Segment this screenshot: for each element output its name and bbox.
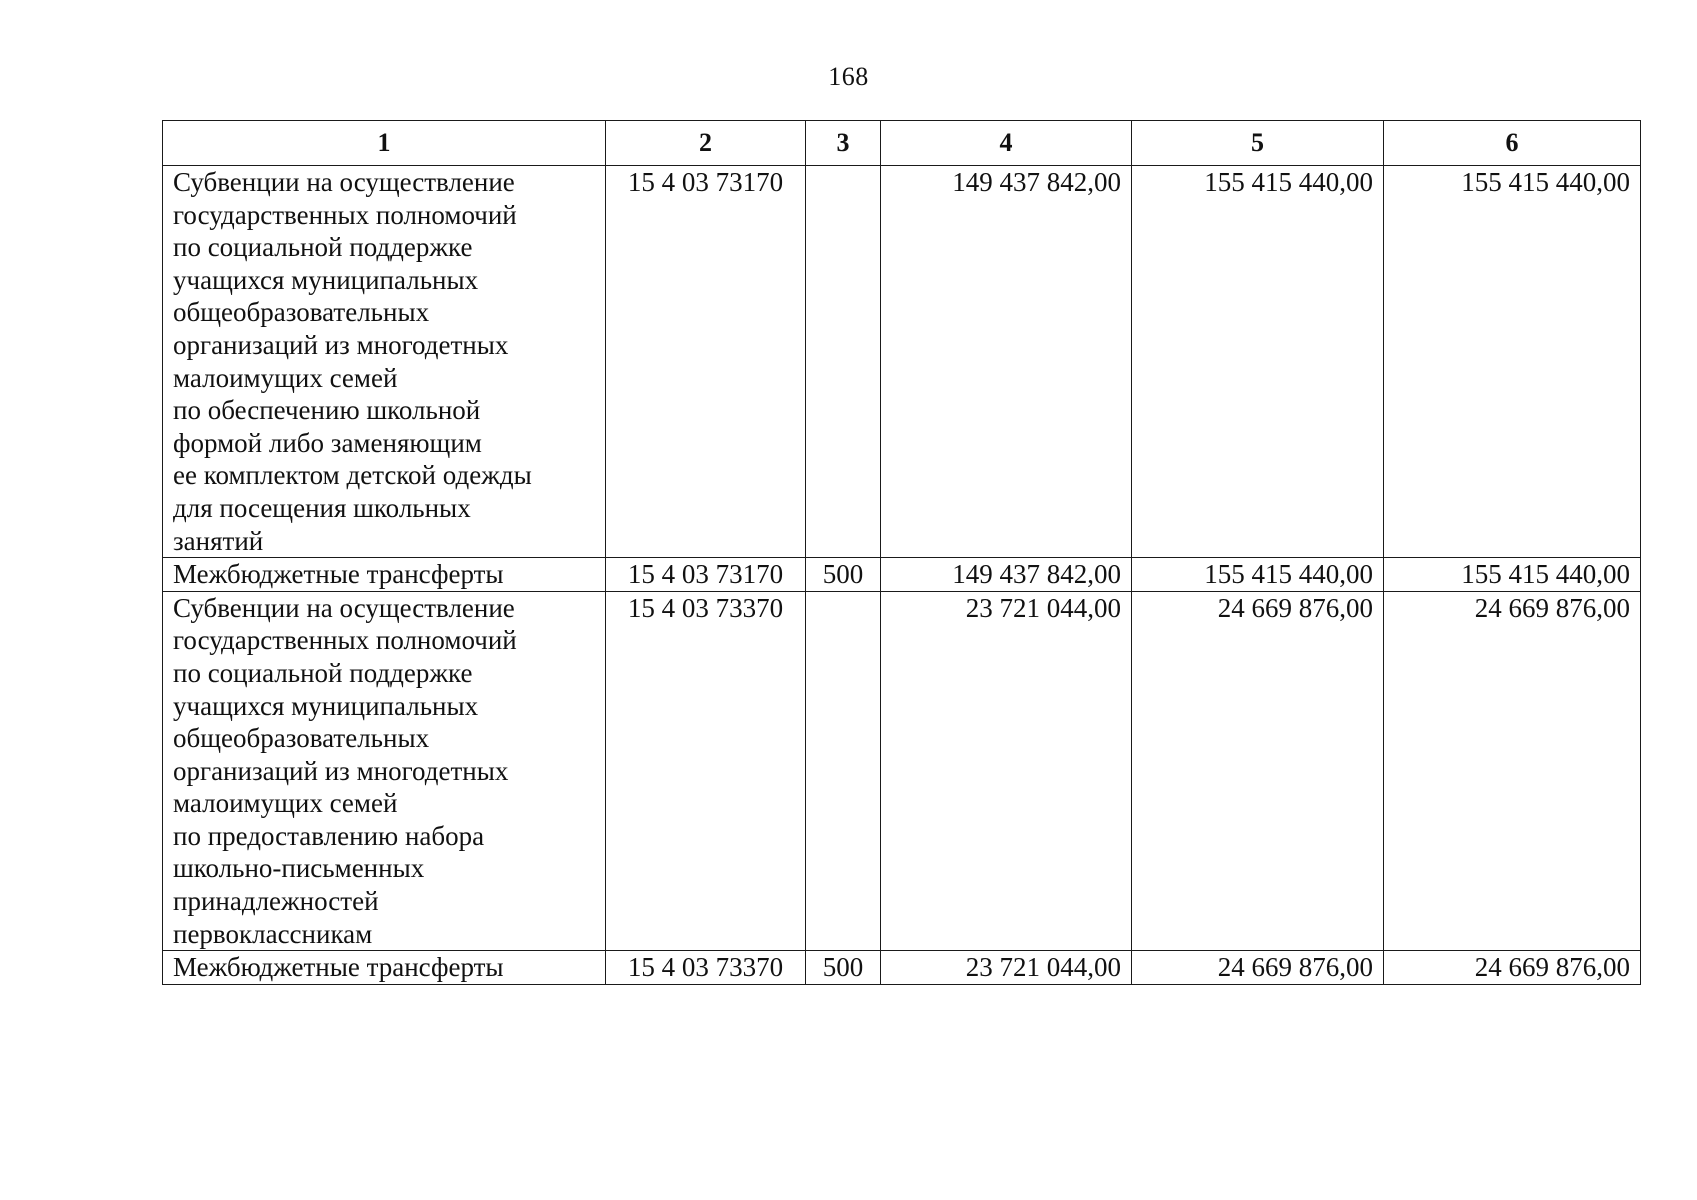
target-code-cell: 15 4 03 73170 — [606, 166, 806, 558]
item-name-line: учащихся муниципальных — [173, 264, 479, 295]
amount-col4-cell: 23 721 044,00 — [881, 951, 1132, 985]
amount-col4-cell: 149 437 842,00 — [881, 166, 1132, 558]
item-name-line: малоимущих семей — [173, 362, 398, 393]
item-name-line: ее комплектом детской одежды — [173, 460, 532, 491]
amount-col6-cell: 24 669 876,00 — [1384, 951, 1641, 985]
item-name-cell — [163, 558, 606, 592]
amount-col6-cell: 155 415 440,00 — [1384, 558, 1641, 592]
amount-col4-cell: 149 437 842,00 — [881, 558, 1132, 592]
item-name-line: Межбюджетные трансферты — [173, 952, 504, 983]
amount-col5-cell: 155 415 440,00 — [1132, 558, 1384, 592]
item-name-cell — [163, 591, 606, 951]
item-name-line: занятий — [173, 525, 264, 556]
column-header: 6 — [1384, 121, 1641, 166]
item-name-line: школьно-письменных — [173, 853, 425, 884]
amount-col4-cell: 23 721 044,00 — [881, 591, 1132, 951]
page-number: 168 — [828, 62, 869, 91]
column-header: 2 — [606, 121, 806, 166]
item-name-line: по социальной поддержке — [173, 232, 473, 263]
column-header: 4 — [881, 121, 1132, 166]
item-name-cell — [163, 951, 606, 985]
item-name-line: Межбюджетные трансферты — [173, 559, 504, 590]
amount-col6-cell: 24 669 876,00 — [1384, 591, 1641, 951]
item-name-line: по предоставлению набора — [173, 820, 485, 851]
item-name-line: государственных полномочий — [173, 625, 517, 656]
target-code-cell: 15 4 03 73170 — [606, 558, 806, 592]
item-name-line: государственных полномочий — [173, 199, 517, 230]
item-name-line: по обеспечению школьной — [173, 395, 481, 426]
amount-col5-cell: 24 669 876,00 — [1132, 591, 1384, 951]
column-header: 5 — [1132, 121, 1384, 166]
expense-type-cell — [806, 166, 881, 558]
item-name-line: Субвенции на осуществление — [173, 592, 515, 623]
amount-col5-cell: 155 415 440,00 — [1132, 166, 1384, 558]
item-name-line: малоимущих семей — [173, 788, 398, 819]
budget-table — [162, 120, 1641, 985]
target-code-cell: 15 4 03 73370 — [606, 591, 806, 951]
header-row — [163, 121, 1641, 166]
table-row — [163, 951, 1641, 985]
item-name-line: принадлежностей — [173, 886, 379, 917]
expense-type-cell: 500 — [806, 558, 881, 592]
target-code-cell: 15 4 03 73370 — [606, 951, 806, 985]
item-name-line: общеобразовательных — [173, 297, 430, 328]
table-row — [163, 166, 1641, 558]
expense-type-cell: 500 — [806, 951, 881, 985]
amount-col5-cell: 24 669 876,00 — [1132, 951, 1384, 985]
item-name-line: учащихся муниципальных — [173, 690, 479, 721]
amount-col6-cell: 155 415 440,00 — [1384, 166, 1641, 558]
item-name-line: общеобразовательных — [173, 723, 430, 754]
expense-type-cell — [806, 591, 881, 951]
item-name-line: Субвенции на осуществление — [173, 167, 515, 197]
item-name-line: для посещения школьных — [173, 492, 471, 523]
item-name-line: формой либо заменяющим — [173, 427, 482, 458]
item-name-cell — [163, 166, 606, 558]
column-header: 3 — [806, 121, 881, 166]
column-header: 1 — [163, 121, 606, 166]
item-name-line: первоклассникам — [173, 918, 373, 949]
table-row — [163, 591, 1641, 951]
item-name-line: организаций из многодетных — [173, 329, 509, 360]
table-row — [163, 558, 1641, 592]
item-name-line: организаций из многодетных — [173, 755, 509, 786]
item-name-line: по социальной поддержке — [173, 657, 473, 688]
